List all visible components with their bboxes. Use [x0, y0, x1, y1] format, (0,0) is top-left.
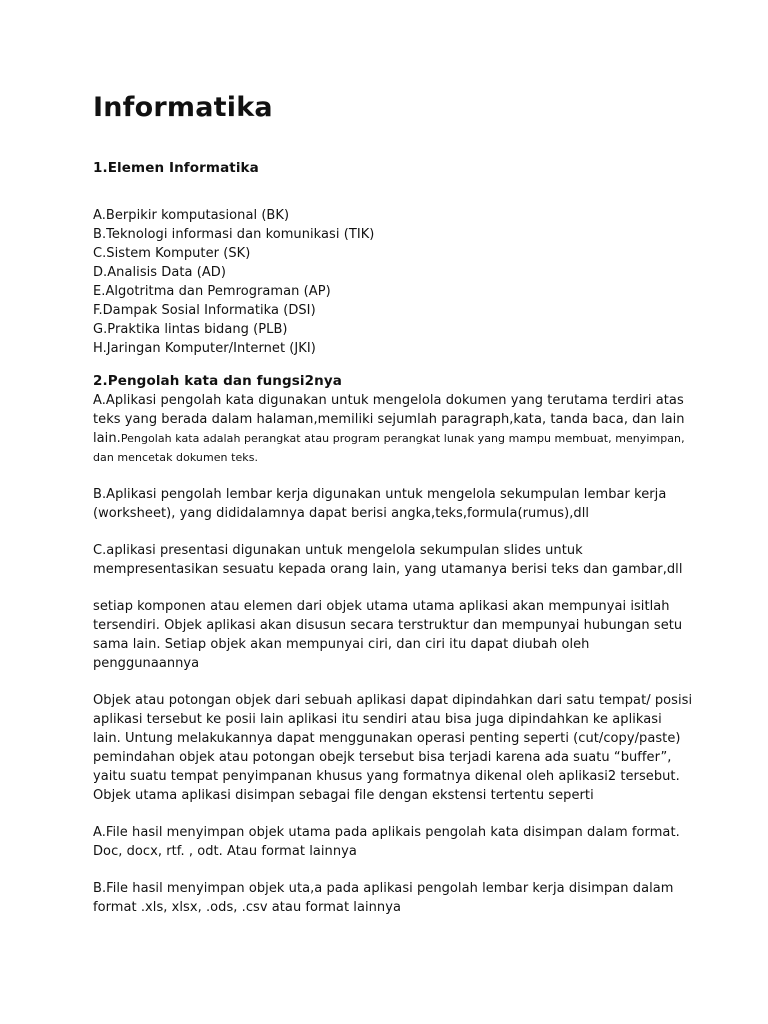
- list-item: C.Sistem Komputer (SK): [93, 246, 251, 261]
- paragraph-format-lembar-kerja: B.File hasil menyimpan objek uta,a pada aplikasi pengolah lembar kerja disimpan dalam format .xls, xlsx, .ods, .csv atau format lainnya: [93, 881, 674, 915]
- paragraph-pemindahan-objek: Objek atau potongan objek dari sebuah aplikasi dapat dipindahkan dari satu tempat/ posisi aplikasi tersebut ke posii lain aplikasi itu sendiri atau bisa juga dipindahkan ke aplikasi lain. Untung melakukannya dapat menggunakan operasi penting seperti (cut/copy/paste) pemindahan objek atau potongan obejk tersebut bisa terjadi karena ada suatu “buffer”, yaitu suatu tempat penyimpanan khusus yang formatnya dikenal oleh aplikasi2 tersebut. Objek utama aplikasi disimpan sebagai file dengan ekstensi tertentu seperti: [93, 693, 693, 803]
- list-item: A.Berpikir komputasional (BK): [93, 208, 290, 223]
- list-item: F.Dampak Sosial Informatika (DSI): [93, 303, 316, 318]
- section-heading-elemen: 1.Elemen Informatika: [93, 160, 259, 176]
- list-item: H.Jaringan Komputer/Internet (JKI): [93, 341, 316, 356]
- list-item: G.Praktika lintas bidang (PLB): [93, 322, 288, 337]
- list-item: E.Algotritma dan Pemrograman (AP): [93, 284, 331, 299]
- list-item: B.Teknologi informasi dan komunikasi (TIK): [93, 227, 375, 242]
- paragraph-text: A.Aplikasi pengolah kata digunakan untuk mengelola dokumen yang terutama terdiri atas teks yang berada dalam halaman,memiliki sejumlah paragraph,kata, tanda baca, dan lain lain.: [93, 393, 685, 446]
- paragraph-presentasi: C.aplikasi presentasi digunakan untuk mengelola sekumpulan slides untuk mempresentasikan sesuatu kepada orang lain, yang utamanya berisi teks dan gambar,dll: [93, 543, 683, 577]
- paragraph-komponen-objek: setiap komponen atau elemen dari objek utama utama aplikasi akan mempunyai isitlah tersendiri. Objek aplikasi akan disusun secara terstruktur dan mempunyai hubungan setu sama lain. Setiap objek akan mempunyai ciri, dan ciri itu dapat diubah oleh penggunaannya: [93, 599, 683, 671]
- document-title: Informatika: [93, 92, 273, 123]
- paragraph-aplikasi-pengolah-kata: [93, 391, 693, 467]
- elemen-list: [93, 206, 693, 358]
- paragraph-small-text: Pengolah kata adalah perangkat atau program perangkat lunak yang mampu membuat, menyimpan, dan mencetak dokumen teks.: [93, 432, 685, 464]
- paragraph-lembar-kerja: B.Aplikasi pengolah lembar kerja digunakan untuk mengelola sekumpulan lembar kerja (worksheet), yang dididalamnya dapat berisi angka,teks,formula(rumus),dll: [93, 487, 667, 521]
- paragraph-format-pengolah-kata: A.File hasil menyimpan objek utama pada aplikais pengolah kata disimpan dalam format. Doc, docx, rtf. , odt. Atau format lainnya: [93, 825, 680, 859]
- section-heading-pengolah-kata: 2.Pengolah kata dan fungsi2nya: [93, 373, 342, 389]
- list-item: D.Analisis Data (AD): [93, 265, 226, 280]
- document-content: [93, 88, 693, 917]
